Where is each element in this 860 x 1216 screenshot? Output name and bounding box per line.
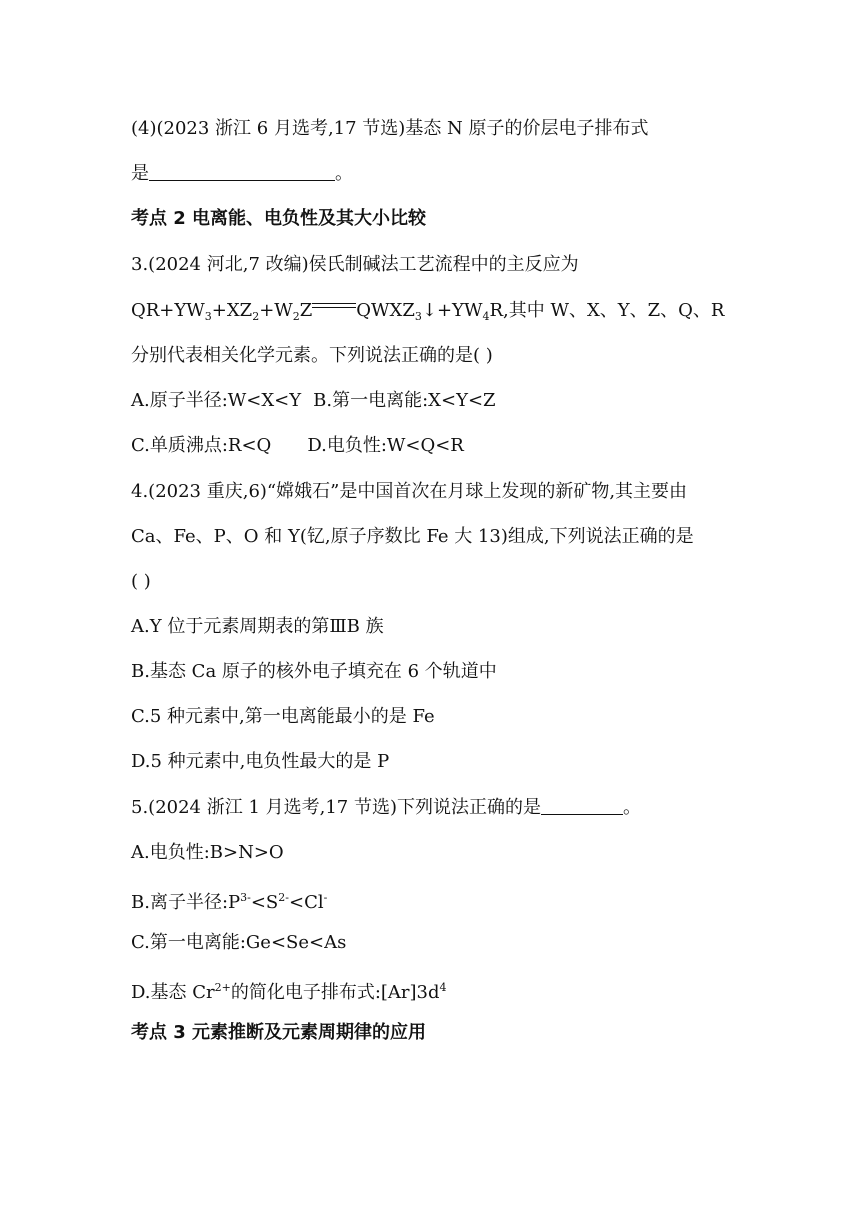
q4-option-a: A.Y 位于元素周期表的第ⅢB 族 — [131, 616, 384, 637]
q4-option-d: D.5 种元素中,电负性最大的是 P — [131, 751, 390, 772]
q5-stem: 5.(2024 浙江 1 月选考,17 节选)下列说法正确的是 。 — [131, 797, 641, 818]
q2-part4-line2: 是 。 — [131, 163, 353, 184]
q3-stem-line1: 3.(2024 河北,7 改编)侯氏制碱法工艺流程中的主反应为 — [131, 254, 579, 275]
q4-stem-line3: ( ) — [131, 571, 151, 592]
q4-option-c: C.5 种元素中,第一电离能最小的是 Fe — [131, 706, 435, 727]
q5-option-c: C.第一电离能:Ge<Se<As — [131, 932, 347, 953]
q4-stem-line1: 4.(2023 重庆,6)“嫦娥石”是中国首次在月球上发现的新矿物,其主要由 — [131, 481, 688, 502]
q4-stem-line2: Ca、Fe、P、O 和 Y(钇,原子序数比 Fe 大 13)组成,下列说法正确的是 — [131, 526, 694, 547]
q3-option-a: A.原子半径:W<X<Y — [131, 390, 302, 411]
q5-option-b: B.离子半径$:P^{3-}<S^{2-}<Cl^-$ — [131, 891, 328, 913]
q3-equation-line: $QR+YW_3+XZ_2+W_2Z$ $QWXZ_3↓+YW_4R$,其中 W、X、Y、Z、Q、R — [131, 300, 725, 323]
q5-option-a: A.电负性:B>N>O — [131, 842, 284, 863]
q3-options-cd — [131, 434, 464, 458]
q5-option-d: D.基态 $Cr^{2+}$的简化电子排布式$:[Ar]3d^4$ — [131, 981, 447, 1003]
reaction-equals-sign — [312, 303, 356, 311]
answer-blank[interactable] — [541, 814, 623, 815]
q2-part4-line1: (4)(2023 浙江 6 月选考,17 节选)基态 N 原子的价层电子排布式 — [131, 118, 649, 139]
q3-options-ab — [131, 389, 496, 413]
answer-blank[interactable] — [149, 180, 335, 181]
section-heading-3: 考点 3 元素推断及元素周期律的应用 — [131, 1022, 427, 1043]
q3-option-c: C.单质沸点:R<Q — [131, 435, 272, 456]
q3-option-b: B.第一电离能:X<Y<Z — [313, 390, 496, 411]
q4-option-b: B.基态 Ca 原子的核外电子填充在 6 个轨道中 — [131, 661, 497, 682]
q3-stem-line3: 分别代表相关化学元素。下列说法正确的是( ) — [131, 345, 493, 366]
section-heading-2: 考点 2 电离能、电负性及其大小比较 — [131, 208, 427, 229]
q3-option-d: D.电负性:W<Q<R — [307, 435, 464, 456]
